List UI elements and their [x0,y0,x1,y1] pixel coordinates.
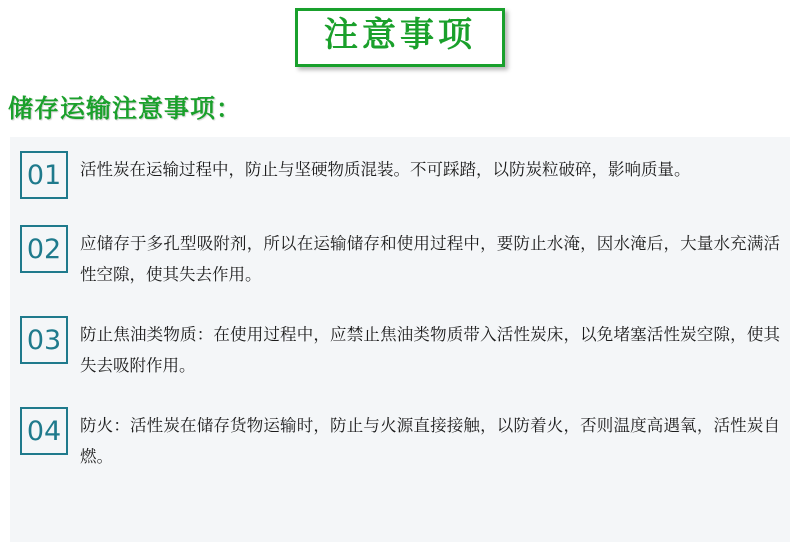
item-number-badge: 02 [20,225,68,273]
item-text: 活性炭在运输过程中，防止与坚硬物质混装。不可踩踏，以防炭粒破碎，影响质量。 [80,160,691,180]
page-title: 注意事项 [324,15,476,55]
item-text: 防火：活性炭在储存货物运输时，防止与火源直接接触，以防着火，否则温度高遇氧，活性炭自燃。 [80,416,780,467]
notice-list-panel [10,137,790,542]
list-item [20,407,780,472]
title-banner-container [0,0,800,67]
title-banner [295,8,505,67]
item-text: 防止焦油类物质：在使用过程中，应禁止焦油类物质带入活性炭床，以免堵塞活性炭空隙，使其失去吸附作用。 [80,325,780,376]
list-item [20,151,780,199]
list-item [20,316,780,381]
item-number-badge: 01 [20,151,68,199]
item-number-badge: 04 [20,407,68,455]
item-number-badge: 03 [20,316,68,364]
list-item [20,225,780,290]
item-text: 应储存于多孔型吸附剂，所以在运输储存和使用过程中，要防止水淹，因水淹后，大量水充满活性空隙，使其失去作用。 [80,234,780,285]
section-heading: 储存运输注意事项： [8,94,243,124]
